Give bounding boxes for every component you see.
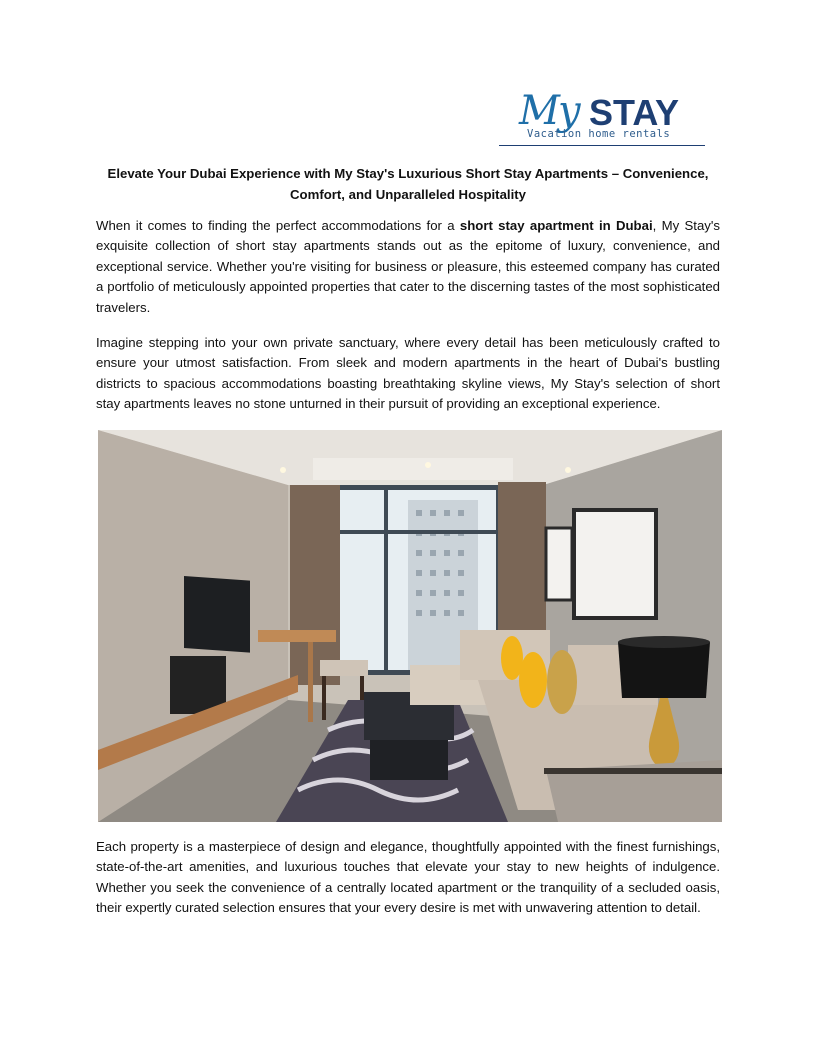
- wall-art-large: [574, 510, 656, 618]
- paragraph-1-rest: , My Stay's exquisite collection of short stay apartments stands out as the epitome of luxury, convenience, and exceptional service. Whether you're visiting for business or pleasure, this esteemed company has curated a portfolio of meticulously appointed properties that cater to the discerning tastes of the most sophisticated travelers.: [96, 218, 720, 315]
- logo-underline: [499, 145, 705, 146]
- tv: [184, 576, 250, 653]
- table-lamp: [618, 642, 710, 698]
- apartment-living-room-photo: [98, 430, 722, 822]
- article-title: Elevate Your Dubai Experience with My Stay's Luxurious Short Stay Apartments – Convenience, Comfort, and Unparalleled Hospitality: [107, 166, 709, 202]
- logo-name: STAY: [589, 92, 680, 133]
- paragraph-3: Each property is a masterpiece of design and elegance, thoughtfully appointed with the finest furnishings, state-of-the-art amenities, and luxurious touches that elevate your stay to new heights of indulgence. Whether you seek the convenience of a centrally located apartment or the tranquility of a secluded oasis, their expertly curated selection ensures that your every desire is met with unwavering attention to detail.: [96, 839, 720, 916]
- logo-mark: My: [519, 88, 579, 134]
- left-curtain: [290, 485, 340, 685]
- room-illustration: [98, 430, 722, 822]
- desk: [258, 630, 336, 642]
- keyword-link: short stay apartment in Dubai: [459, 218, 653, 233]
- paragraph-1-lead: When it comes to finding the perfect accommodations for a: [96, 218, 460, 233]
- logo-tagline: Vacation home rentals: [527, 128, 671, 140]
- paragraph-1: [96, 216, 720, 318]
- wall-art-small: [546, 528, 572, 600]
- my-stay-logo: [497, 86, 707, 150]
- paragraph-2: Imagine stepping into your own private sanctuary, where every detail has been meticulously crafted to ensure your utmost satisfaction. From sleek and modern apartments in the heart of Dubai's bustling districts to spacious accommodations boasting breathtaking skyline views, My Stay's selection of short stay apartments leaves no stone unturned in their pursuit of providing an exceptional experience.: [96, 335, 720, 412]
